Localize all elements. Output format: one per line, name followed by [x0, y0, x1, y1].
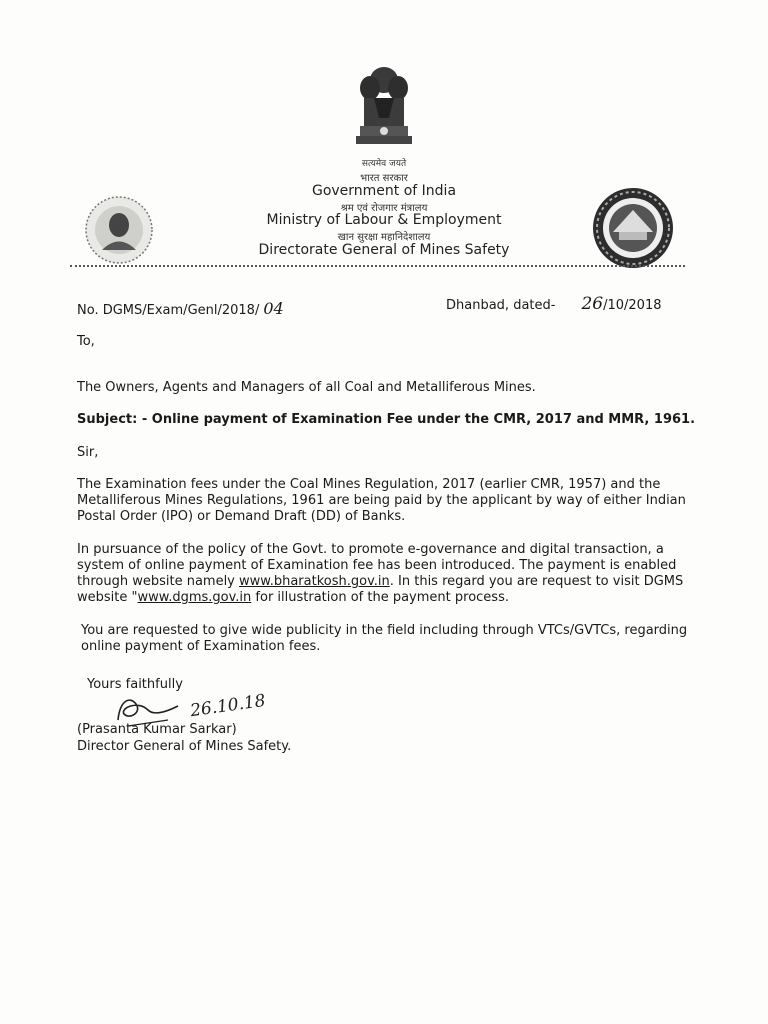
left-seal-logo [84, 195, 154, 265]
paragraph-1-line: Metalliferous Mines Regulations, 1961 are being paid by the applicant by way of either Indian [77, 493, 686, 508]
paragraph-1-line: Postal Order (IPO) or Demand Draft (DD) of Banks. [77, 509, 406, 524]
closing: Yours faithfully [87, 677, 183, 692]
header-divider [70, 265, 685, 267]
header-government: Government of India [311, 183, 457, 199]
subject-line: Subject: - Online payment of Examination Fee under the CMR, 2017 and MMR, 1961. [77, 412, 696, 427]
paragraph-1-line: The Examination fees under the Coal Mines Regulation, 2017 (earlier CMR, 1957) and the [77, 477, 661, 492]
header-hindi-1: भारत सरकार [360, 173, 408, 184]
paragraph-2-line: system of online payment of Examination fee has been introduced. The payment is enabled [77, 558, 677, 573]
salutation-to: To, [77, 334, 95, 349]
paragraph-3 [81, 623, 693, 655]
reference-number-handwritten: 04 [263, 299, 284, 318]
date-suffix: /10/2018 [603, 298, 662, 313]
right-dgms-logo [591, 186, 675, 270]
paragraph-2 [77, 542, 689, 606]
state-emblem [334, 58, 434, 158]
dgms-link[interactable]: www.dgms.gov.in [137, 590, 252, 605]
signatory-name: (Prasanta Kumar Sarkar) [77, 722, 237, 737]
place-date-label: Dhanbad, dated- [446, 298, 556, 313]
paragraph-3-line: You are requested to give wide publicity in the field including through VTCs/GVTCs, regarding [81, 623, 688, 638]
addressee: The Owners, Agents and Managers of all Coal and Metalliferous Mines. [77, 380, 536, 395]
header-hindi-3: खान सुरक्षा महानिदेशालय [337, 232, 431, 243]
paragraph-2-text: . In this regard you are request to visit DGMS [389, 574, 684, 589]
paragraph-2-line [77, 590, 689, 606]
paragraph-2-text: for illustration of the payment process. [251, 590, 509, 605]
paragraph-2-text: website " [77, 590, 138, 605]
paragraph-2-line: In pursuance of the policy of the Govt. to promote e-governance and digital transaction, a [77, 542, 664, 557]
paragraph-1 [77, 477, 689, 525]
signature-date: 26.10.18 [188, 690, 267, 722]
header-hindi-2: श्रम एवं रोजगार मंत्रालय [340, 203, 428, 214]
paragraph-2-text: through website namely [77, 574, 240, 589]
header-ministry: Ministry of Labour & Employment [266, 212, 502, 228]
paragraph-2-line [77, 574, 689, 590]
paragraph-3-line: online payment of Examination fees. [81, 639, 321, 654]
signatory-title: Director General of Mines Safety. [77, 739, 292, 754]
emblem-motto: सत्यमेव जयते [361, 159, 407, 169]
reference-number-text: No. DGMS/Exam/Genl/2018/ [77, 303, 260, 318]
greeting: Sir, [77, 445, 99, 460]
header-directorate: Directorate General of Mines Safety [258, 242, 510, 258]
date-handwritten: 26 [581, 294, 604, 314]
place-date [446, 296, 661, 314]
reference-number [77, 301, 284, 319]
bharatkosh-link[interactable]: www.bharatkosh.gov.in [239, 574, 390, 589]
